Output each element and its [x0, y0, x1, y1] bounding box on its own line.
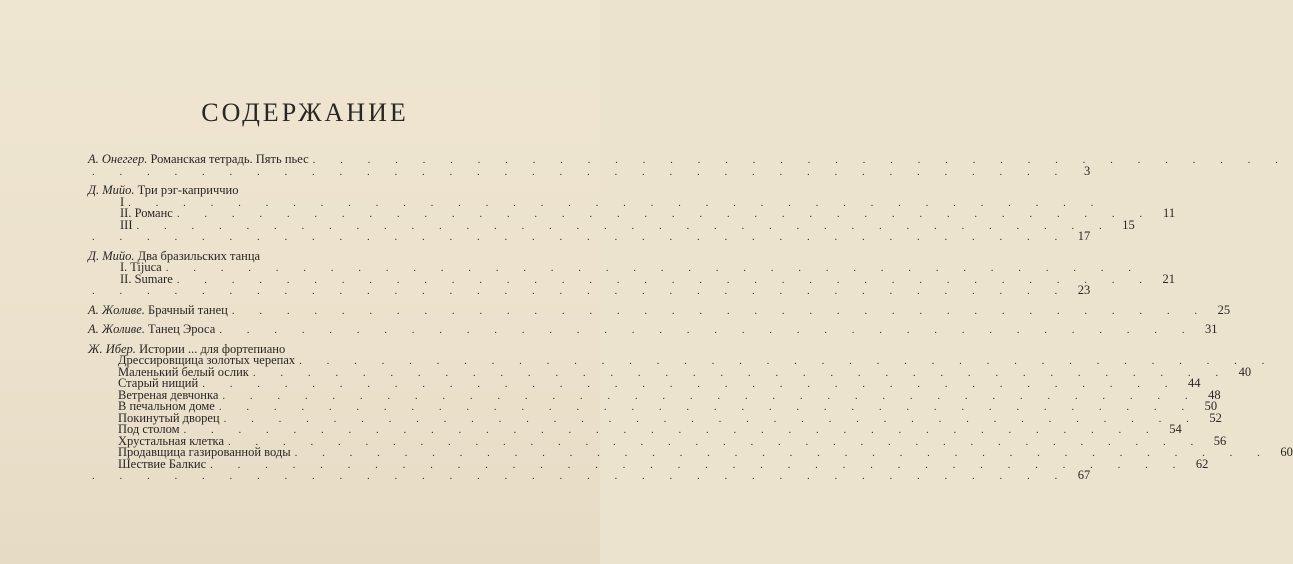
leader-dots: . . . . . . . . . . . . . . . . . . . . . . . . . . . . . . . . . . . . [312, 154, 1289, 166]
page-number: 11 [1163, 206, 1176, 220]
page-number: 52 [1209, 410, 1222, 425]
entry-title: Романская тетрадь. Пять пьес [150, 152, 309, 166]
leader-dots: . . . . . . . . . . . . . . . . . . . . . . . . . . . . . . . . . . . . [210, 458, 1187, 471]
toc-entry [88, 152, 1289, 166]
entry-author: А. Онеггер. [88, 152, 148, 166]
entry-title: II. Романс [120, 206, 173, 220]
leader-dots: . . . . . . . . . . . . . . . . . . . . . . . . . . . . . . . . . . . . [252, 366, 1230, 379]
toc-entry [88, 322, 1218, 336]
entry-title: Два бразильских танца [137, 248, 261, 263]
entry-title: III [120, 217, 133, 232]
leader-dots: . . . . . . . . . . . . . . . . . . . . . . . . . . . . . . . . . . . . [92, 470, 1069, 482]
page-number: 48 [1208, 387, 1221, 402]
leader-dots: . . . . . . . . . . . . . . . . . . . . . . . . . . . . . . . . . . . . [176, 273, 1154, 286]
leader-dots: . . . . . . . . . . . . . . . . . . . . . . . . . . . . . . . . . . . . [294, 447, 1271, 459]
entry-title: Старый нищий [118, 376, 199, 390]
page-number: 50 [1204, 399, 1218, 413]
leader-dots: . . . . . . . . . . . . . . . . . . . . . . . . . . . . . . . . . . . . [228, 435, 1205, 448]
toc-entry [88, 163, 1091, 178]
entry-title: Ветреная девчонка [118, 387, 219, 402]
page-number: 21 [1162, 271, 1176, 286]
leader-dots: . . . . . . . . . . . . . . . . . . . . . . . . . . . . . . . . . . . . [202, 378, 1179, 390]
page-number: 62 [1195, 456, 1209, 471]
toc-entry [88, 456, 1209, 471]
toc-entry [88, 271, 1176, 286]
page-number: 25 [1217, 302, 1231, 317]
toc-entry [88, 206, 1176, 220]
entry-title: Шествие Балкис [118, 456, 207, 471]
toc-entry [88, 283, 1091, 297]
entry-author: А. Жоливе. [88, 302, 145, 317]
entry-title: Продавщица газированной воды [118, 445, 291, 459]
page-number: 15 [1122, 217, 1135, 232]
page-number: 40 [1238, 364, 1252, 379]
entry-title: Три рэг-каприччио [137, 183, 239, 197]
entry-title: Под столом [118, 422, 180, 436]
page-number: 17 [1077, 229, 1091, 243]
toc-entry [88, 185, 508, 197]
page-number: 60 [1280, 445, 1293, 459]
leader-dots: . . . . . . . . . . . . . . . . . . . . . . . . . . . . . . . . . . . . [223, 412, 1200, 425]
page-title: СОДЕРЖАНИЕ [201, 98, 409, 127]
entry-title: Маленький белый ослик [118, 364, 249, 379]
entry-title: Брачный танец [148, 302, 228, 317]
entry-author: Д. Мийо. [88, 248, 135, 263]
entry-title: II. Sumare [120, 271, 173, 286]
entry-title: I. Tijuca [120, 260, 162, 274]
entry-title: I [120, 194, 125, 209]
leader-dots: . . . . . . . . . . . . . . . . . . . . . . . . . . . . . . . . . . . . [231, 304, 1209, 317]
page-number: 3 [1084, 163, 1091, 178]
entry-title: Хрустальная клетка [118, 433, 224, 448]
leader-dots: . . . . . . . . . . . . . . . . . . . . . . . . . . . . . . . . . . . . [165, 262, 1142, 274]
leader-dots: . . . . . . . . . . . . . . . . . . . . . . . . . . . . . . . . . . . . [128, 196, 1105, 209]
leader-dots: . . . . . . . . . . . . . . . . . . . . . . . . . . . . . . . . . . . . [219, 324, 1196, 336]
toc-entry [88, 302, 1231, 317]
leader-dots: . . . . . . . . . . . . . . . . . . . . . . . . . . . . . . . . . . . . [176, 208, 1154, 220]
page-number: 56 [1213, 433, 1227, 448]
toc-entry [88, 217, 1135, 232]
leader-dots: . . . . . . . . . . . . . . . . . . . . . . . . . . . . . . . . . . . . [222, 389, 1199, 402]
page-number: 23 [1077, 283, 1091, 297]
entry-title: В печальном доме [118, 399, 215, 413]
leader-dots: . . . . . . . . . . . . . . . . . . . . . . . . . . . . . . . . . . . . [92, 231, 1069, 243]
entry-author: Ж. Ибер. [88, 341, 136, 356]
page-number: 44 [1187, 376, 1201, 390]
entry-author: Д. Мийо. [88, 183, 135, 197]
entry-title: Покинутый дворец [118, 410, 220, 425]
page-number: 67 [1077, 468, 1091, 482]
entry-title: Дрессировщица золотых черепах [118, 353, 296, 367]
entry-title: Истории ... для фортепиано [139, 341, 286, 356]
toc-entry [88, 229, 1091, 243]
leader-dots: . . . . . . . . . . . . . . . . . . . . . . . . . . . . . . . . . . . . [92, 165, 1069, 178]
table-of-contents [88, 152, 1293, 482]
entry-author: А. Жоливе. [88, 322, 145, 336]
leader-dots: . . . . . . . . . . . . . . . . . . . . . . . . . . . . . . . . . . . . [218, 401, 1196, 413]
page-number: 31 [1205, 322, 1218, 336]
leader-dots: . . . . . . . . . . . . . . . . . . . . . . . . . . . . . . . . . . . . [136, 219, 1113, 232]
toc-entry [88, 468, 1091, 482]
entry-title: Танец Эроса [148, 322, 216, 336]
leader-dots: . . . . . . . . . . . . . . . . . . . . . . . . . . . . . . . . . . . . [183, 424, 1160, 436]
leader-dots: . . . . . . . . . . . . . . . . . . . . . . . . . . . . . . . . . . . . [92, 285, 1069, 297]
page-number: 54 [1169, 422, 1182, 436]
leader-dots: . . . . . . . . . . . . . . . . . . . . . . . . . . . . . . . . . . . . [299, 355, 1276, 367]
